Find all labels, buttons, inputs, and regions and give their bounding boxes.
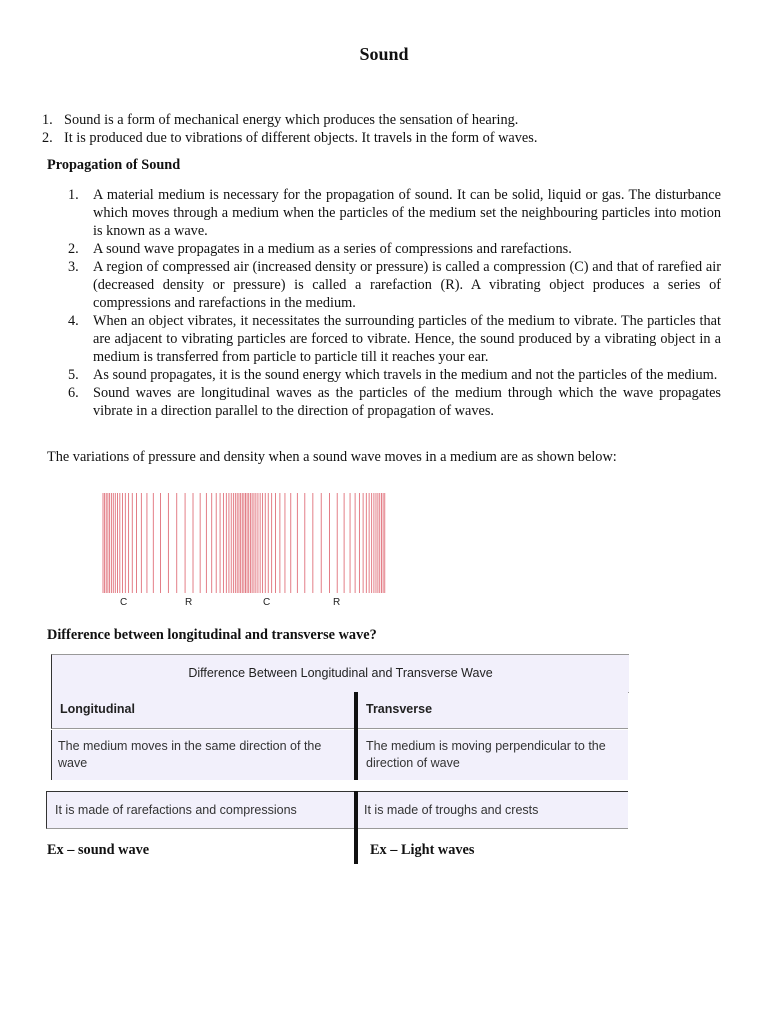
list-item: 1. A material medium is necessary for the propagation of sound. It can be solid, liquid or gas. The disturbance which moves through a medium when the particles of the medium set the neighbouring particles into motion is known as a wave. bbox=[68, 187, 721, 239]
list-item: 2. It is produced due to vibrations of different objects. It travels in the form of waves. bbox=[42, 130, 538, 146]
table-header-longitudinal: Longitudinal bbox=[51, 692, 355, 729]
compression-rarefaction-figure bbox=[102, 493, 388, 595]
list-item: 6. Sound waves are longitudinal waves as the particles of the medium through which the wave propagates vibrate in a direction parallel to the direction of propagation of waves. bbox=[68, 385, 721, 419]
page-title: Sound bbox=[359, 44, 409, 64]
transverse-example: Ex – Light waves bbox=[370, 842, 475, 858]
propagation-list bbox=[68, 186, 721, 420]
propagation-heading: Propagation of Sound bbox=[47, 157, 181, 173]
compression-label: C bbox=[263, 597, 271, 608]
table-title: Difference Between Longitudinal and Transverse Wave bbox=[51, 654, 629, 693]
table-cell: It is made of rarefactions and compressions bbox=[46, 791, 355, 829]
rarefaction-label: R bbox=[185, 597, 193, 608]
list-item: 3. A region of compressed air (increased density or pressure) is called a compression (C) and that of rarefied air (decreased density or pressure) is called a rarefaction (R). A vibrating object produces a series of compressions and rarefactions in the medium. bbox=[68, 259, 721, 311]
list-item: 5. As sound propagates, it is the sound energy which travels in the medium and not the particles of the medium. bbox=[68, 367, 718, 383]
column-divider bbox=[354, 791, 358, 864]
list-item: 1. Sound is a form of mechanical energy which produces the sensation of hearing. bbox=[42, 112, 519, 128]
table-cell: It is made of troughs and crests bbox=[358, 791, 628, 829]
intro-list bbox=[42, 111, 742, 147]
table-cell: The medium is moving perpendicular to the direction of wave bbox=[358, 730, 628, 780]
list-item: 2. A sound wave propagates in a medium as a series of compressions and rarefactions. bbox=[68, 241, 572, 257]
variation-text: The variations of pressure and density when a sound wave moves in a medium are as shown below: bbox=[47, 449, 617, 465]
list-item: 4. When an object vibrates, it necessitates the surrounding particles of the medium to vibrate. The particles that are adjacent to vibrating particles are forced to vibrate. Hence, the sound produced by a vibrating object in a medium is transferred from particle to particle till it reaches your ear. bbox=[68, 313, 721, 365]
longitudinal-example: Ex – sound wave bbox=[47, 842, 150, 858]
table-header-transverse: Transverse bbox=[358, 692, 628, 729]
table-cell: The medium moves in the same direction of the wave bbox=[51, 730, 355, 780]
compression-label: C bbox=[120, 597, 128, 608]
difference-heading: Difference between longitudinal and transverse wave? bbox=[47, 627, 377, 643]
column-divider bbox=[354, 692, 358, 780]
rarefaction-label: R bbox=[333, 597, 341, 608]
